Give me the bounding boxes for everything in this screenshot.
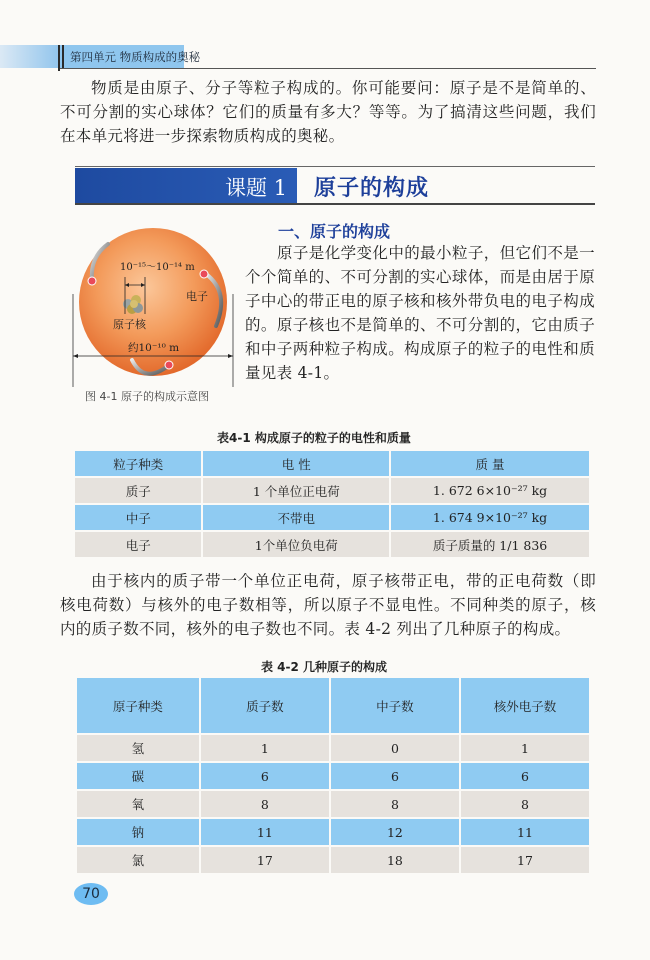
- unit-header: [62, 45, 201, 68]
- table-header: 质子数: [201, 678, 329, 733]
- table-cell: 钠: [77, 819, 199, 845]
- table-header: 核外电子数: [461, 678, 589, 733]
- table-cell: 不带电: [203, 505, 389, 530]
- table-row: [77, 819, 589, 845]
- electron-label: 电子: [186, 290, 208, 303]
- figure-caption: 图 4-1 原子的构成示意图: [85, 390, 209, 403]
- table-cell: 11: [201, 819, 329, 845]
- lesson-number: 课题 1: [224, 176, 287, 200]
- table-cell: 11: [461, 819, 589, 845]
- table-row: [75, 505, 589, 530]
- table2-title: 表 4-2 几种原子的构成: [261, 660, 388, 674]
- table-header: 粒子种类: [75, 451, 201, 476]
- atom-composition-table: [75, 676, 591, 875]
- table-row: [77, 791, 589, 817]
- table-cell: 17: [201, 847, 329, 873]
- nucleus-size-label: 10⁻¹⁵～10⁻¹⁴ m: [120, 262, 195, 273]
- table-header: 质 量: [391, 451, 589, 476]
- table-cell: 6: [331, 763, 459, 789]
- table-row: [77, 847, 589, 873]
- table-cell: 8: [461, 791, 589, 817]
- nucleus-label: 原子核: [113, 318, 146, 331]
- table-row: [77, 763, 589, 789]
- particle-table: [73, 449, 591, 559]
- table-header-row: [77, 678, 589, 733]
- unit-title: 第四单元 物质构成的奥秘: [70, 50, 201, 64]
- table-cell: 1. 672 6×10⁻²⁷ kg: [391, 478, 589, 503]
- section-heading: 一、原子的构成: [278, 222, 391, 241]
- title-rule-bottom: [75, 203, 595, 205]
- table-cell: 8: [331, 791, 459, 817]
- table-row: [77, 735, 589, 761]
- table-cell: 氯: [77, 847, 199, 873]
- atom-structure-icon: [68, 222, 243, 387]
- table-header: 原子种类: [77, 678, 199, 733]
- table-cell: 碳: [77, 763, 199, 789]
- header-gradient: [0, 45, 62, 68]
- table-header-row: [75, 451, 589, 476]
- intro-paragraph: 物质是由原子、分子等粒子构成的。你可能要问：原子是不是简单的、不可分割的实心球体？它们的质量有多大？等等。为了搞清这些问题，我们在本单元将进一步探索物质构成的奥秘。: [60, 79, 596, 145]
- table-cell: 质子质量的 1/1 836: [391, 532, 589, 557]
- table-cell: 8: [201, 791, 329, 817]
- charge-paragraph: 由于核内的质子带一个单位正电荷，原子核带正电，带的正电荷数（即核电荷数）与核外的电子数相等，所以原子不显电性。不同种类的原子，核内的质子数不同，核外的电子数也不同。表 4-2 列出了几种原子的构成。: [60, 572, 596, 638]
- lesson-title: 原子的构成: [314, 176, 430, 201]
- table-cell: 6: [461, 763, 589, 789]
- table-cell: 1. 674 9×10⁻²⁷ kg: [391, 505, 589, 530]
- header-rule: [60, 68, 596, 69]
- table-row: [75, 532, 589, 557]
- table-header: 中子数: [331, 678, 459, 733]
- table-cell: 17: [461, 847, 589, 873]
- table-cell: 18: [331, 847, 459, 873]
- table1-title: 表4-1 构成原子的粒子的电性和质量: [217, 431, 411, 445]
- table-cell: 0: [331, 735, 459, 761]
- section-paragraph: 原子是化学变化中的最小粒子，但它们不是一个个简单的、不可分割的实心球体，而是由居于原子中心的带正电的原子核和核外带负电的电子构成的。原子核也不是简单的、不可分割的，它由质子和中子两种粒子构成。构成原子的粒子的电性和质量见表 4-1。: [245, 244, 595, 382]
- page-number-badge: 70: [74, 883, 108, 905]
- table-cell: 中子: [75, 505, 201, 530]
- table-cell: 质子: [75, 478, 201, 503]
- table-cell: 1: [201, 735, 329, 761]
- table-row: [75, 478, 589, 503]
- table-cell: 氢: [77, 735, 199, 761]
- table-header: 电 性: [203, 451, 389, 476]
- table-cell: 12: [331, 819, 459, 845]
- table-cell: 1个单位负电荷: [203, 532, 389, 557]
- lesson-number-block: [75, 168, 297, 203]
- title-rule-top: [75, 166, 595, 167]
- table-cell: 1: [461, 735, 589, 761]
- atom-diagram: [68, 222, 243, 387]
- table-cell: 6: [201, 763, 329, 789]
- table-cell: 氧: [77, 791, 199, 817]
- table-cell: 电子: [75, 532, 201, 557]
- atom-size-label: 约10⁻¹⁰ m: [128, 342, 180, 354]
- table-cell: 1 个单位正电荷: [203, 478, 389, 503]
